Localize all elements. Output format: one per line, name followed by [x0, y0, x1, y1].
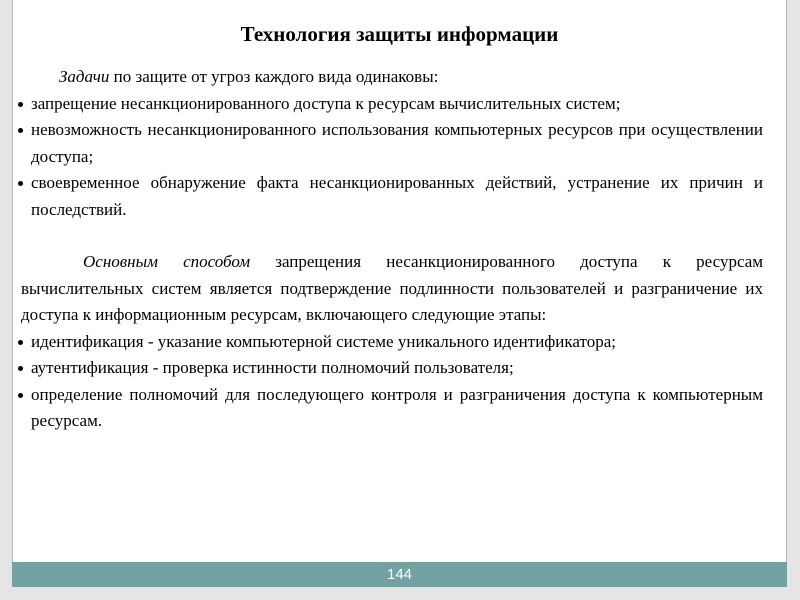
slide-title: Технология защиты информации	[240, 22, 559, 46]
bullet-item: определение полномочий для последующего контроля и разграничения доступа к компьютерным ресурсам.	[21, 382, 763, 435]
intro-paragraph	[21, 64, 763, 91]
para2-text: запрещения несанкционированного доступа к ресурсам вычислительных систем является подтверждение подлинности пользователей и разграничение их доступа к информационным ресурсам, включающего следующие этапы:	[21, 252, 764, 324]
para2-italic: Основным способом	[83, 252, 251, 271]
intro-italic: Задачи	[59, 67, 110, 86]
bullet-item: своевременное обнаружение факта несанкционированных действий, устранение их причин и последствий.	[21, 170, 763, 223]
intro-text: по защите от угроз каждого вида одинаковы:	[109, 67, 439, 86]
slide-body	[21, 64, 763, 435]
bullet-item: идентификация - указание компьютерной системе уникального идентификатора;	[21, 329, 763, 356]
bullet-item: аутентификация - проверка истинности полномочий пользователя;	[21, 355, 763, 382]
page-number: 144	[386, 566, 413, 583]
footer-bar	[12, 562, 787, 587]
bullet-item: невозможность несанкционированного использования компьютерных ресурсов при осуществлении доступа;	[21, 117, 763, 170]
second-paragraph	[21, 249, 763, 329]
slide	[12, 0, 787, 562]
bullet-item: запрещение несанкционированного доступа к ресурсам вычислительных систем;	[21, 91, 763, 118]
